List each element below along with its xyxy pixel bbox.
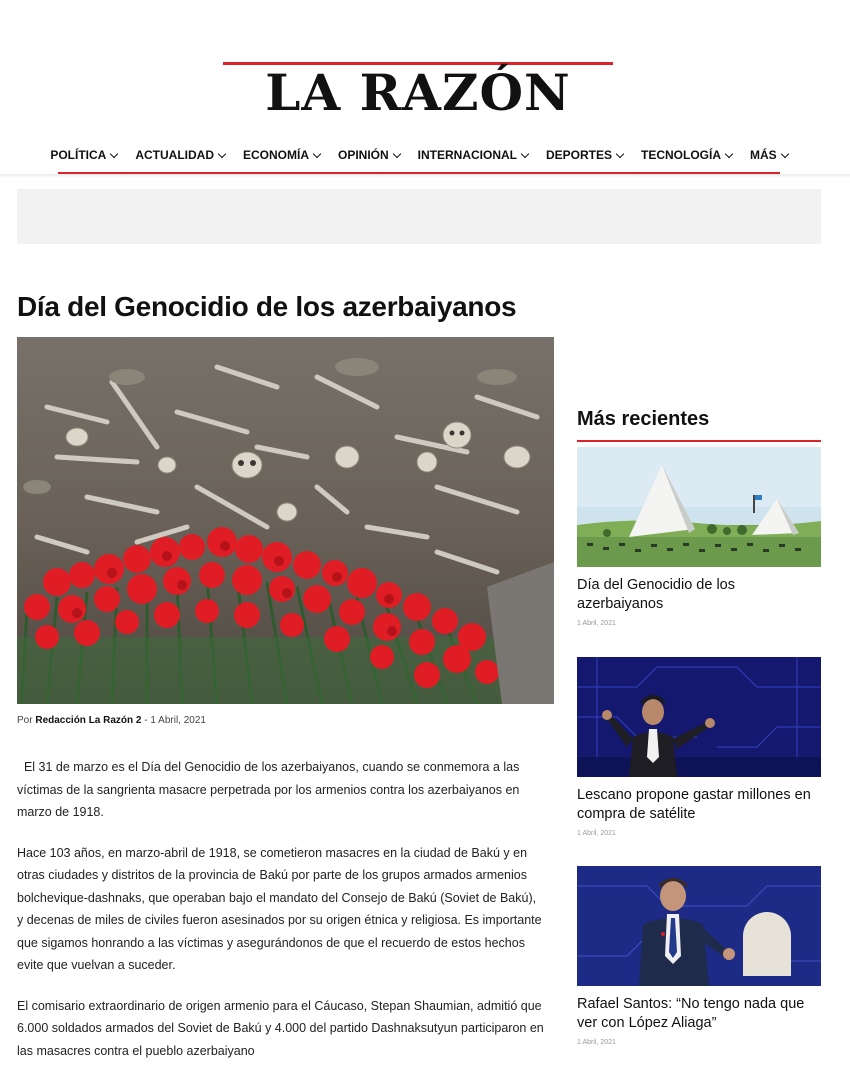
byline-prefix: Por xyxy=(17,715,33,726)
logo-text: LA RAZÓN xyxy=(265,63,571,122)
nav-item-economia[interactable] xyxy=(234,140,329,170)
memorial-thumbnail-image xyxy=(577,447,821,567)
nav-item-politica[interactable] xyxy=(41,140,126,170)
recent-post-thumbnail[interactable] xyxy=(577,447,821,567)
recent-post-thumbnail[interactable] xyxy=(577,657,821,777)
nav-item-label: OPINIÓN xyxy=(337,148,389,162)
chevron-down-icon xyxy=(521,149,529,157)
chevron-down-icon xyxy=(616,149,624,157)
author-link[interactable]: Redacción La Razón 2 xyxy=(35,715,142,726)
nav-item-deportes[interactable] xyxy=(537,140,632,170)
chevron-down-icon xyxy=(725,149,733,157)
article-paragraph: El comisario extraordinario de origen armenio para el Cáucaso, Stepan Shaumian, admitió que 6.000 soldados armados del Soviet de Bakú y 4.000 del partido Dashnaksutyun participaron en las masacres contra el pueblo azerbaiyano xyxy=(17,998,544,1058)
article-paragraph: El 31 de marzo es el Día del Genocidio de los azerbaiyanos, cuando se conmemora a las víctimas de la sangrienta masacre perpetrada por los armenios contra los azerbaiyanos en marzo de 1918. xyxy=(17,760,520,819)
header-shadow xyxy=(0,174,850,178)
nav-item-opinion[interactable] xyxy=(329,140,409,170)
byline-separator: - xyxy=(141,715,151,726)
chevron-down-icon xyxy=(780,149,788,157)
nav-item-internacional[interactable] xyxy=(409,140,537,170)
article-title: Día del Genocidio de los azerbaiyanos xyxy=(17,291,517,322)
nav-item-actualidad[interactable] xyxy=(126,140,234,170)
nav-item-mas[interactable] xyxy=(741,140,797,170)
article-date: 1 Abril, 2021 xyxy=(150,715,206,726)
ad-banner-placeholder xyxy=(17,189,821,244)
nav-item-label: ECONOMÍA xyxy=(242,148,309,162)
nav-item-label: ACTUALIDAD xyxy=(135,148,214,162)
recent-post-date: 1 Abril, 2021 xyxy=(577,830,616,837)
chevron-down-icon xyxy=(392,149,400,157)
recent-post-card[interactable] xyxy=(577,657,821,837)
recent-post-title[interactable]: Día del Genocidio de los azerbaiyanos xyxy=(577,577,735,612)
recent-post-card[interactable] xyxy=(577,866,821,1046)
nav-item-label: MÁS xyxy=(750,148,777,162)
nav-item-label: POLÍTICA xyxy=(50,148,107,162)
nav-item-tecnologia[interactable] xyxy=(632,140,741,170)
article-byline xyxy=(17,715,206,726)
main-nav xyxy=(50,140,780,170)
article-hero-image xyxy=(17,337,554,704)
nav-item-label: INTERNACIONAL xyxy=(417,148,517,162)
nav-item-label: TECNOLOGÍA xyxy=(641,148,721,162)
sidebar-heading-rule xyxy=(577,440,821,442)
chevron-down-icon xyxy=(218,149,226,157)
recent-post-date: 1 Abril, 2021 xyxy=(577,1039,616,1046)
article-paragraph: Hace 103 años, en marzo-abril de 1918, se cometieron masacres en la ciudad de Bakú y en otras ciudades y distritos de la provincia de Bakú por parte de los grupos armados armenios bolchevique-dashnaks, que operaban bajo el mandato del Consejo de Bakú (Soviet de Bakú), y decenas de miles de civiles fueron asesinados por su origen étnica y religiosa. Es importante que sigamos honrando a las víctimas y asegurándonos de que el recuerdo de estos hechos evite que vuelvan a suceder. xyxy=(17,845,542,972)
chevron-down-icon xyxy=(110,149,118,157)
site-logo[interactable] xyxy=(223,62,613,120)
hero-illustration xyxy=(17,337,554,704)
recent-post-card[interactable] xyxy=(577,447,821,627)
candidate-thumbnail-image xyxy=(577,866,821,986)
recent-post-title[interactable]: Lescano propone gastar millones en compra de satélite xyxy=(577,787,811,822)
nav-item-label: DEPORTES xyxy=(545,148,612,162)
recent-post-thumbnail[interactable] xyxy=(577,866,821,986)
article-body xyxy=(17,756,545,1080)
chevron-down-icon xyxy=(313,149,321,157)
sidebar-heading: Más recientes xyxy=(577,408,710,430)
recent-post-title[interactable]: Rafael Santos: “No tengo nada que ver con López Aliaga” xyxy=(577,996,805,1031)
recent-post-date: 1 Abril, 2021 xyxy=(577,620,616,627)
candidate-thumbnail-image xyxy=(577,657,821,777)
